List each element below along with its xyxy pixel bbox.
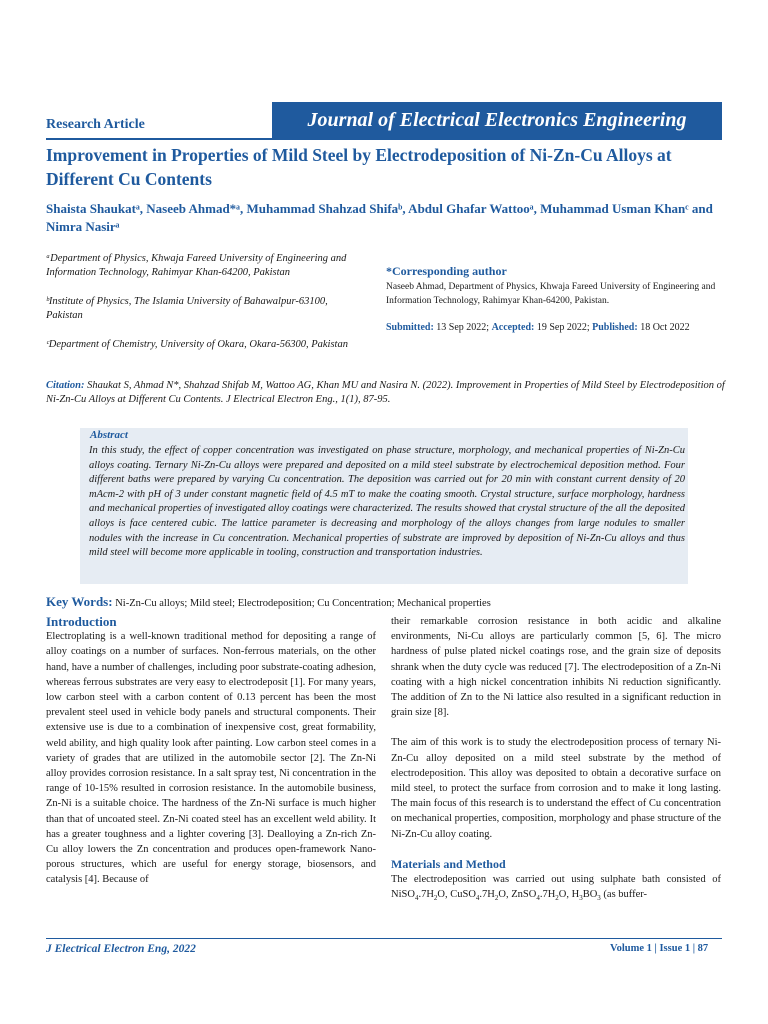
- abstract-title: Abstract: [90, 429, 128, 441]
- accepted-label: Accepted:: [491, 322, 535, 333]
- affiliation-c: ᶜDepartment of Chemistry, University of Okara, Okara-56300, Pakistan: [46, 339, 348, 350]
- accepted-date: 19 Sep 2022;: [536, 322, 590, 333]
- footer-rule: [46, 938, 722, 939]
- right-para-2: The aim of this work is to study the electrodeposition process of ternary Ni-Zn-Cu alloy deposited on a mild steel substrate by the method of electrodeposition. This alloy was deposited to obtain a decorative surface on mild steel, to protect the surface from corrosion and to make it long lasting. The main focus of this research is to understand the effect of Cu concentration on mechanical properties, composition, morphology and phase structure of the Ni-Zn-Cu alloy coating.: [391, 737, 721, 840]
- article-type: Research Article: [46, 117, 145, 132]
- submitted-date: 13 Sep 2022;: [436, 322, 490, 333]
- published-date: 18 Oct 2022: [640, 322, 690, 333]
- keywords-text: Ni-Zn-Cu alloys; Mild steel; Electrodeposition; Cu Concentration; Mechanical properties: [115, 598, 491, 609]
- submitted-label: Submitted:: [386, 322, 434, 333]
- left-column: [46, 614, 376, 888]
- keywords-label: Key Words:: [46, 594, 113, 609]
- keywords: [46, 594, 491, 610]
- publication-dates: [386, 322, 690, 333]
- header-rule: [46, 138, 722, 140]
- intro-text: Electroplating is a well-known traditional method for depositing a range of alloy coatings on a number of surfaces. Non-ferrous materials, on the other hand, have a number of challenges, including poor substrate-coating adhesion, whereas ferrous substrates are very easy to electrodeposit [1]. For many years, low carbon steel with a carbon content of 0.13 percent has been the most prevalent steel used in vehicle body panels and structural components. Their extensive use is due to a combination of inexpensive cost, great formability, weld ability, and high quality look after painting. Low carbon steel comes in a variety of grades that are utilized in the automobile sector [2]. The Zn-Ni alloy provides corrosion resistance. In a salt spray test, Ni concentration in the range of 10-15% resulted in corrosion resistance. In the automobile business, Zn-Ni is a suitable choice. The hardness of the Zn-Ni surface is much higher than that of uncoated steel. Zn-Ni coated steel has an excellent weld ability. It has a greater toughness and a lighter covering [3]. Dealloying a Zn-rich Zn-Cu alloy lowers the Zn concentration and produces open-framework Nano-porous structures, which are useful for energy storage, biosensors, and catalysis [4]. Because of: [46, 631, 376, 886]
- right-column: [391, 614, 721, 907]
- author-list: Shaista Shaukatᵃ, Naseeb Ahmad*ᵃ, Muhammad Shahzad Shifaᵇ, Abdul Ghafar Wattooᵃ, Muhammad Usman Khanᶜ and Nimra Nasirᵃ: [46, 201, 713, 234]
- paper-title: Improvement in Properties of Mild Steel by Electrodeposition of Ni-Zn-Cu Alloys at Different Cu Contents: [46, 145, 672, 189]
- citation-label: Citation:: [46, 380, 85, 391]
- citation: [46, 379, 730, 407]
- right-para-1: their remarkable corrosion resistance in both acidic and alkaline environments, Ni-Cu alloys are particularly common [5, 6]. The micro hardness of pulse plated nickel coatings rose, and the grain size of deposits shrank when the duty cycle was reduced [7]. The electrodeposition of a Zn-Ni coating with a high nickel concentration inhibits Ni reduction significantly. The addition of Zn to the Ni lattice also resulted in a significant reduction in grain size [8].: [391, 616, 721, 719]
- corresponding-text: Naseeb Ahmad, Department of Physics, Khwaja Fareed University of Engineering and Information Technology, Rahimyar Khan-64200, Pakistan.: [386, 282, 716, 306]
- journal-banner: Journal of Electrical Electronics Engineering: [272, 102, 722, 138]
- abstract-text: In this study, the effect of copper concentration was investigated on phase structure, morphology, and mechanical properties of Ni-Zn-Cu alloys coating. Ternary Ni-Zn-Cu alloys were prepared and deposited on a mild steel substrate by electrochemical deposition method. Four different baths were prepared by varying Cu concentration. The deposition was carried out for 20 min with constant current density of 20 mAcm-2 with pH of 3 under constant magnetic field of 4.5 mT to make the coating smooth. Crystal structure, surface morphology, hardness and mechanical properties of investigated alloy coatings were characterized. The results showed that crystal structure of the all the deposited alloys is face centered cubic. The lattice parameter is decreasing and morphology of the alloys changes from large nodules to smaller nodules with the increase in Cu concentration. Mechanical properties of substrate are improved by deposition of Ni-Zn-Cu alloys and thus mild steel will become more applicable in tooling, construction and transportation industries.: [89, 445, 685, 559]
- affiliation-a: ᵃDepartment of Physics, Khwaja Fareed University of Engineering and Information Technology, Rahimyar Khan-64200, Pakistan: [46, 253, 347, 278]
- published-label: Published:: [592, 322, 638, 333]
- materials-heading: Materials and Method: [391, 856, 506, 871]
- citation-text: Shaukat S, Ahmad N*, Shahzad Shifab M, Wattoo AG, Khan MU and Nasira N. (2022). Improvement in Properties of Mild Steel by Electrodeposition of Ni-Zn-Cu Alloys at Different Cu Contents. J Electrical Electron Eng., 1(1), 87-95.: [46, 380, 725, 405]
- footer-journal: J Electrical Electron Eng, 2022: [46, 943, 196, 955]
- affiliation-b: ᵇInstitute of Physics, The Islamia University of Bahawalpur-63100, Pakistan: [46, 296, 328, 321]
- intro-heading: Introduction: [46, 614, 117, 629]
- materials-text: The electrodeposition was carried out using sulphate bath consisted of $NiSO_4.7H_2O$, $CuSO_4.7H_2O$, $ZnSO_4.7H_2O$, $H_3BO_3$ (as buffer-: [391, 874, 721, 903]
- footer-volume: Volume 1 | Issue 1 | 87: [610, 943, 709, 954]
- corresponding-label: *Corresponding author: [386, 264, 507, 278]
